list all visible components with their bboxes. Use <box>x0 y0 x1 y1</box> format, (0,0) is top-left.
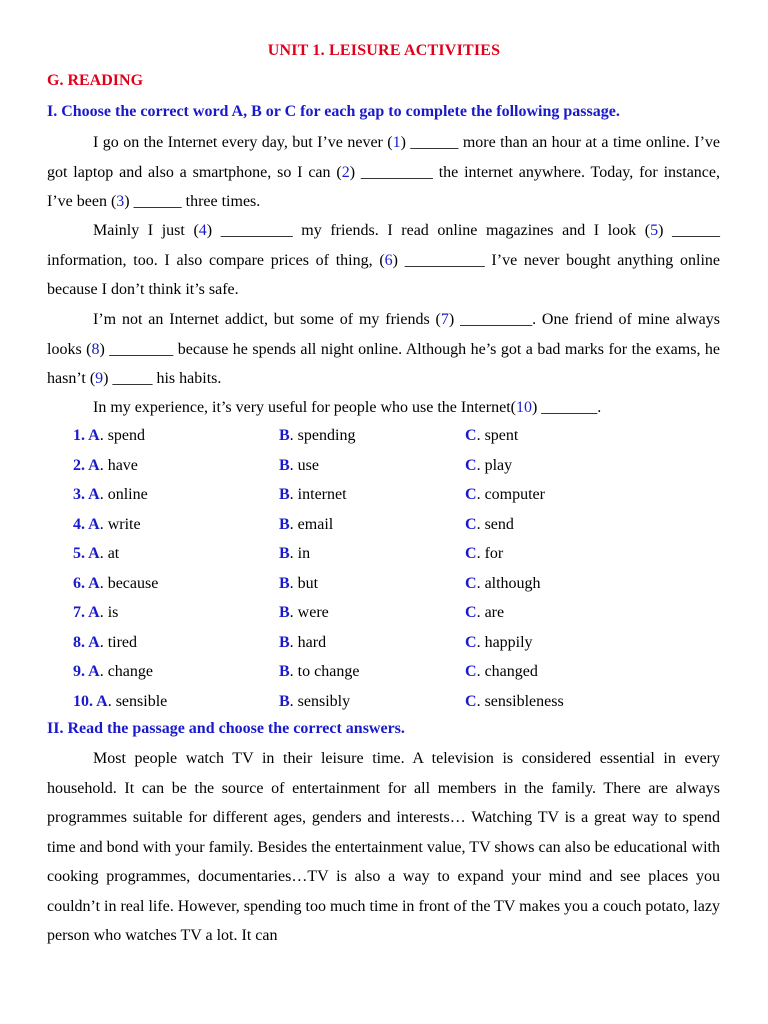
option-letter: A <box>88 545 100 562</box>
option-row <box>73 628 723 658</box>
option-row <box>73 539 723 569</box>
option-a <box>73 451 279 481</box>
option-text: . tired <box>99 633 138 651</box>
option-c <box>465 451 715 481</box>
option-text: . happily <box>476 633 533 651</box>
passage-text: ) _______. <box>531 399 602 416</box>
passage-text: Mainly I just ( <box>93 222 199 239</box>
option-letter: C <box>465 515 477 533</box>
option-c <box>465 628 715 658</box>
option-letter: C <box>465 663 477 680</box>
passage-paragraph <box>47 393 720 423</box>
option-b <box>279 687 465 717</box>
option-letter: C <box>465 545 477 562</box>
option-letter: B <box>279 427 290 444</box>
part1-instruction: I. Choose the correct word A, B or C for each gap to complete the following passage. <box>47 103 620 120</box>
option-row <box>73 687 723 717</box>
question-number: 3. <box>73 486 89 503</box>
option-text: . hard <box>289 633 327 651</box>
option-letter: B <box>279 604 290 621</box>
option-b <box>279 480 465 510</box>
option-b <box>279 421 465 451</box>
option-a <box>73 628 279 658</box>
option-a <box>73 480 279 510</box>
question-number: 9. <box>73 663 89 680</box>
gap-number: 3 <box>116 193 125 210</box>
gap-number: 5 <box>650 222 659 239</box>
option-b <box>279 569 465 599</box>
option-b <box>279 451 465 481</box>
option-text: . online <box>99 486 148 503</box>
passage-paragraph <box>47 216 720 305</box>
option-text: . in <box>289 545 311 562</box>
gap-number: 1 <box>392 134 401 151</box>
option-c <box>465 510 715 540</box>
passage-text: ) _________ the internet anywhere. Today, for instance, I’ve been ( <box>47 163 721 210</box>
option-text: . but <box>289 574 319 592</box>
option-letter: C <box>465 692 477 710</box>
gap-number: 10 <box>515 399 532 416</box>
gap-number: 9 <box>95 370 104 387</box>
passage-text: ) __________ I’ve never bought anything online because I don’t think it’s safe. <box>47 251 721 298</box>
question-number: 10. <box>73 692 97 710</box>
option-letter: A <box>88 663 100 680</box>
option-text: . spend <box>99 427 146 444</box>
option-a <box>73 687 279 717</box>
option-text: . to change <box>289 663 360 680</box>
option-c <box>465 539 715 569</box>
option-letter: C <box>465 456 477 474</box>
option-b <box>279 598 465 628</box>
passage-text: I’m not an Internet addict, but some of my friends ( <box>93 311 441 328</box>
option-letter: B <box>279 545 290 562</box>
passage-text: In my experience, it’s very useful for people who use the Internet( <box>93 399 516 416</box>
option-letter: A <box>88 515 100 533</box>
option-b <box>279 510 465 540</box>
option-letter: B <box>279 574 290 592</box>
option-text: . sensibleness <box>476 692 564 710</box>
option-letter: C <box>465 574 477 592</box>
option-letter: B <box>279 633 290 651</box>
passage-text: ) ______ information, too. I also compare prices of thing, ( <box>47 222 721 269</box>
section-heading: G. READING <box>47 72 144 89</box>
option-letter: B <box>279 515 290 533</box>
option-text: . although <box>476 574 541 592</box>
question-number: 6. <box>73 574 89 592</box>
gap-number: 6 <box>384 251 393 269</box>
option-text: . were <box>289 604 329 621</box>
question-number: 8. <box>73 633 89 651</box>
passage-text: ) _________ my friends. I read online magazines and I look ( <box>206 222 651 239</box>
answer-options-list <box>73 421 723 716</box>
option-letter: A <box>88 486 100 503</box>
part2-passage: Most people watch TV in their leisure time. A television is considered essential in every household. It can be the source of entertainment for all members in the family. There are always programmes suitable for different ages, genders and interests… Watching TV is a great way to spend time and bond with your family. Besides the entertainment value, TV shows can also be educational with cooking programmes, documentaries…TV is also a way to expand your mind and see places you couldn’t in real life. However, spending too much time in front of the TV makes you a couch potato, lazy person who watches TV a lot. It can <box>47 750 720 944</box>
option-text: . sensibly <box>289 692 351 710</box>
option-row <box>73 480 723 510</box>
option-letter: A <box>88 574 100 592</box>
option-letter: A <box>88 633 100 651</box>
option-text: . sensible <box>107 692 168 710</box>
part2-instruction: II. Read the passage and choose the correct answers. <box>47 720 405 737</box>
gap-number: 4 <box>198 222 207 239</box>
option-text: . is <box>99 604 119 621</box>
question-number: 5. <box>73 545 89 562</box>
option-text: . send <box>476 515 514 533</box>
option-text: . spending <box>289 427 356 444</box>
passage-text: ) ________ because he spends all night online. Although he’s got a bad marks for the exams, he hasn’t ( <box>47 340 721 387</box>
option-text: . changed <box>476 663 538 680</box>
option-c <box>465 687 715 717</box>
option-row <box>73 451 723 481</box>
option-row <box>73 510 723 540</box>
option-letter: A <box>96 692 108 710</box>
page-title: UNIT 1. LEISURE ACTIVITIES <box>267 42 501 59</box>
option-text: . have <box>99 456 138 474</box>
option-letter: C <box>465 486 477 503</box>
option-text: . because <box>99 574 159 592</box>
option-letter: C <box>465 427 477 444</box>
option-c <box>465 598 715 628</box>
option-text: . are <box>476 604 505 621</box>
option-text: . internet <box>289 486 347 503</box>
option-c <box>465 657 715 687</box>
option-row <box>73 657 723 687</box>
option-row <box>73 598 723 628</box>
passage-text: ) ______ more than an hour at a time online. I’ve got laptop and also a smartphone, so I can ( <box>47 134 721 181</box>
option-letter: B <box>279 692 290 710</box>
option-letter: C <box>465 633 477 651</box>
option-letter: A <box>88 427 100 444</box>
question-number: 1. <box>73 427 89 444</box>
gap-number: 7 <box>440 311 449 328</box>
option-row <box>73 421 723 451</box>
gap-number: 8 <box>91 340 100 358</box>
option-text: . email <box>289 515 334 533</box>
option-letter: B <box>279 486 290 503</box>
option-b <box>279 539 465 569</box>
gap-number: 2 <box>341 163 350 181</box>
option-letter: A <box>88 604 100 621</box>
option-letter: B <box>279 663 290 680</box>
question-number: 4. <box>73 515 89 533</box>
passage-paragraph <box>47 305 720 394</box>
option-c <box>465 421 715 451</box>
passage-text: I go on the Internet every day, but I’ve never ( <box>93 134 393 151</box>
passage-paragraph <box>47 128 720 217</box>
option-letter: C <box>465 604 477 621</box>
option-text: . computer <box>476 486 545 503</box>
option-text: . play <box>476 456 513 474</box>
option-a <box>73 657 279 687</box>
option-text: . change <box>99 663 153 680</box>
passage-text: ) _________. One friend of mine always looks ( <box>47 311 720 358</box>
option-c <box>465 569 715 599</box>
option-text: . use <box>289 456 319 474</box>
option-a <box>73 569 279 599</box>
option-text: . for <box>476 545 504 562</box>
question-number: 2. <box>73 456 89 474</box>
option-letter: B <box>279 456 290 474</box>
option-text: . at <box>99 545 120 562</box>
option-c <box>465 480 715 510</box>
option-b <box>279 657 465 687</box>
option-a <box>73 539 279 569</box>
question-number: 7. <box>73 604 89 621</box>
passage-text: ) _____ his habits. <box>103 370 222 387</box>
passage-text: ) ______ three times. <box>124 193 261 210</box>
option-text: . spent <box>476 427 519 444</box>
option-text: . write <box>99 515 141 533</box>
option-row <box>73 569 723 599</box>
option-a <box>73 421 279 451</box>
option-a <box>73 598 279 628</box>
option-letter: A <box>88 456 100 474</box>
option-b <box>279 628 465 658</box>
option-a <box>73 510 279 540</box>
